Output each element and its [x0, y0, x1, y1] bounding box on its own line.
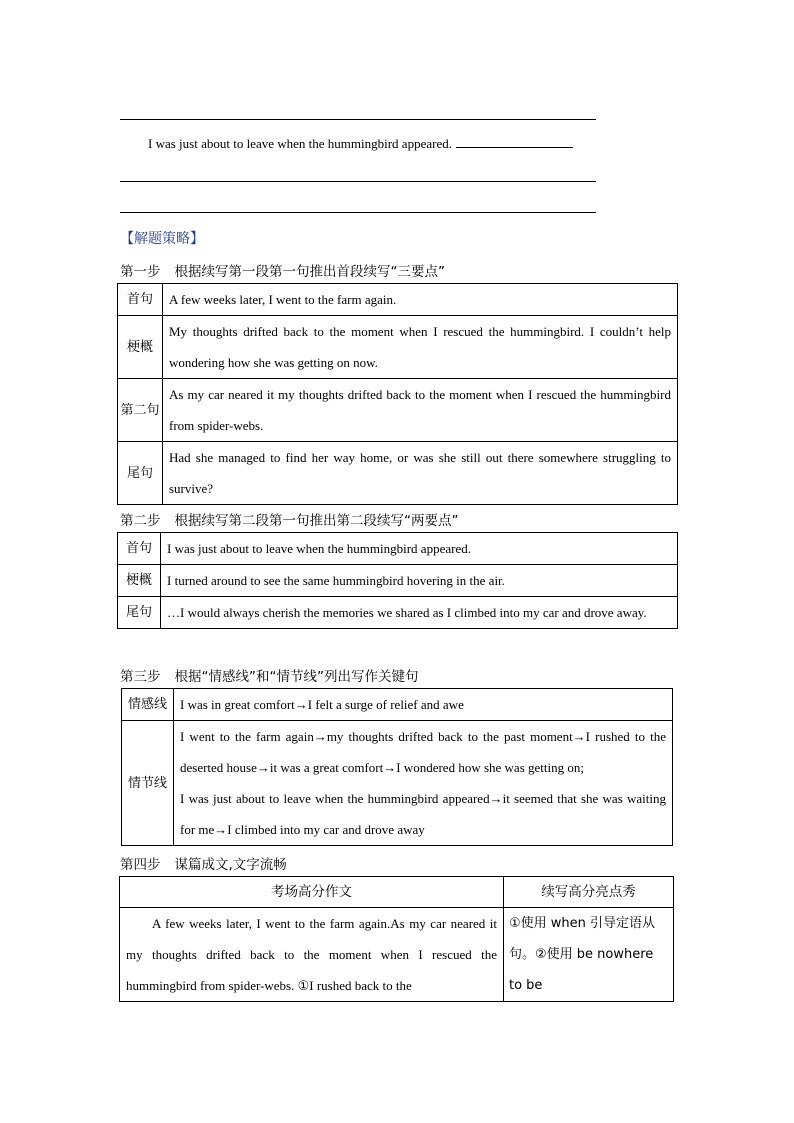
row-text: …I would always cherish the memories we shared as I climbed into my car and drove away.	[161, 597, 678, 629]
row-label: 情感线	[122, 689, 174, 721]
practice-sentence-text: I was just about to leave when the hummingbird appeared.	[148, 136, 452, 151]
writing-line-2	[120, 181, 596, 182]
step1-title	[120, 260, 445, 280]
step2-label: 第二步	[120, 513, 161, 529]
practice-sentence	[148, 135, 573, 152]
table-row	[122, 689, 673, 721]
step2-table	[117, 532, 678, 629]
row-text: I turned around to see the same hummingbird hovering in the air.	[161, 565, 678, 597]
model-essay	[120, 908, 504, 1002]
row-label: 尾句	[118, 442, 163, 505]
row-label: 梗概	[118, 316, 163, 379]
row-label: 情节线	[122, 721, 174, 846]
table-row	[118, 533, 678, 565]
row-label: 首句	[118, 284, 163, 316]
table-row	[118, 284, 678, 316]
table-row	[118, 379, 678, 442]
step3-table	[121, 688, 673, 846]
step1-table	[117, 283, 678, 505]
step1-text: 根据续写第一段第一句推出首段续写“三要点”	[174, 264, 445, 280]
step2-title	[120, 509, 459, 529]
highlight-tips: ①使用 when 引导定语从句。②使用 be nowhere to be	[504, 908, 674, 1002]
step4-text: 谋篇成文,文字流畅	[174, 857, 287, 873]
row-text: I was just about to leave when the hummingbird appeared.	[161, 533, 678, 565]
writing-line-1	[120, 119, 596, 120]
step4-table-clip	[119, 876, 676, 1002]
strategy-heading: 【解题策略】	[120, 231, 204, 247]
table-row	[118, 316, 678, 379]
row-text: My thoughts drifted back to the moment when I rescued the hummingbird. I couldn’t help wondering how she was getting on now.	[163, 316, 678, 379]
table-header-row	[120, 877, 674, 908]
plot-line-part2: I was just about to leave when the hummingbird appeared→it seemed that she was waiting for me→I climbed into my car and drove away	[180, 791, 666, 837]
row-text: Had she managed to find her way home, or was she still out there somewhere struggling to survive?	[163, 442, 678, 505]
table-row	[118, 442, 678, 505]
step4-title	[120, 853, 287, 873]
row-label: 尾句	[118, 597, 161, 629]
plot-line-part1: I went to the farm again→my thoughts drifted back to the past moment→I rushed to the deserted house→it was a great comfort→I wondered how she was getting on;	[180, 729, 666, 775]
writing-line-3	[120, 212, 596, 213]
row-label: 梗概	[118, 565, 161, 597]
row-text: As my car neared it my thoughts drifted back to the moment when I rescued the hummingbird from spider-webs.	[163, 379, 678, 442]
row-text	[174, 721, 673, 846]
row-label: 首句	[118, 533, 161, 565]
step3-label: 第三步	[120, 669, 161, 685]
step4-table	[119, 876, 674, 1002]
table-row	[122, 721, 673, 846]
row-text: A few weeks later, I went to the farm again.	[163, 284, 678, 316]
table-row	[120, 908, 674, 1002]
step4-label: 第四步	[120, 857, 161, 873]
row-label: 第二句	[118, 379, 163, 442]
blank-line	[456, 135, 573, 148]
row-text: I was in great comfort→I felt a surge of relief and awe	[174, 689, 673, 721]
model-essay-text: A few weeks later, I went to the farm again.As my car neared it my thoughts drifted back to the moment when I rescued the hummingbird from spider-webs. ①I rushed back to the	[126, 916, 497, 993]
step2-text: 根据续写第二段第一句推出第二段续写“两要点”	[174, 513, 459, 529]
table-row	[118, 565, 678, 597]
step3-title	[120, 665, 418, 685]
step3-text: 根据“情感线”和“情节线”列出写作关键句	[174, 669, 419, 685]
essay-column-header: 考场高分作文	[120, 877, 504, 908]
step1-label: 第一步	[120, 264, 161, 280]
tips-column-header: 续写高分亮点秀	[504, 877, 674, 908]
table-row	[118, 597, 678, 629]
